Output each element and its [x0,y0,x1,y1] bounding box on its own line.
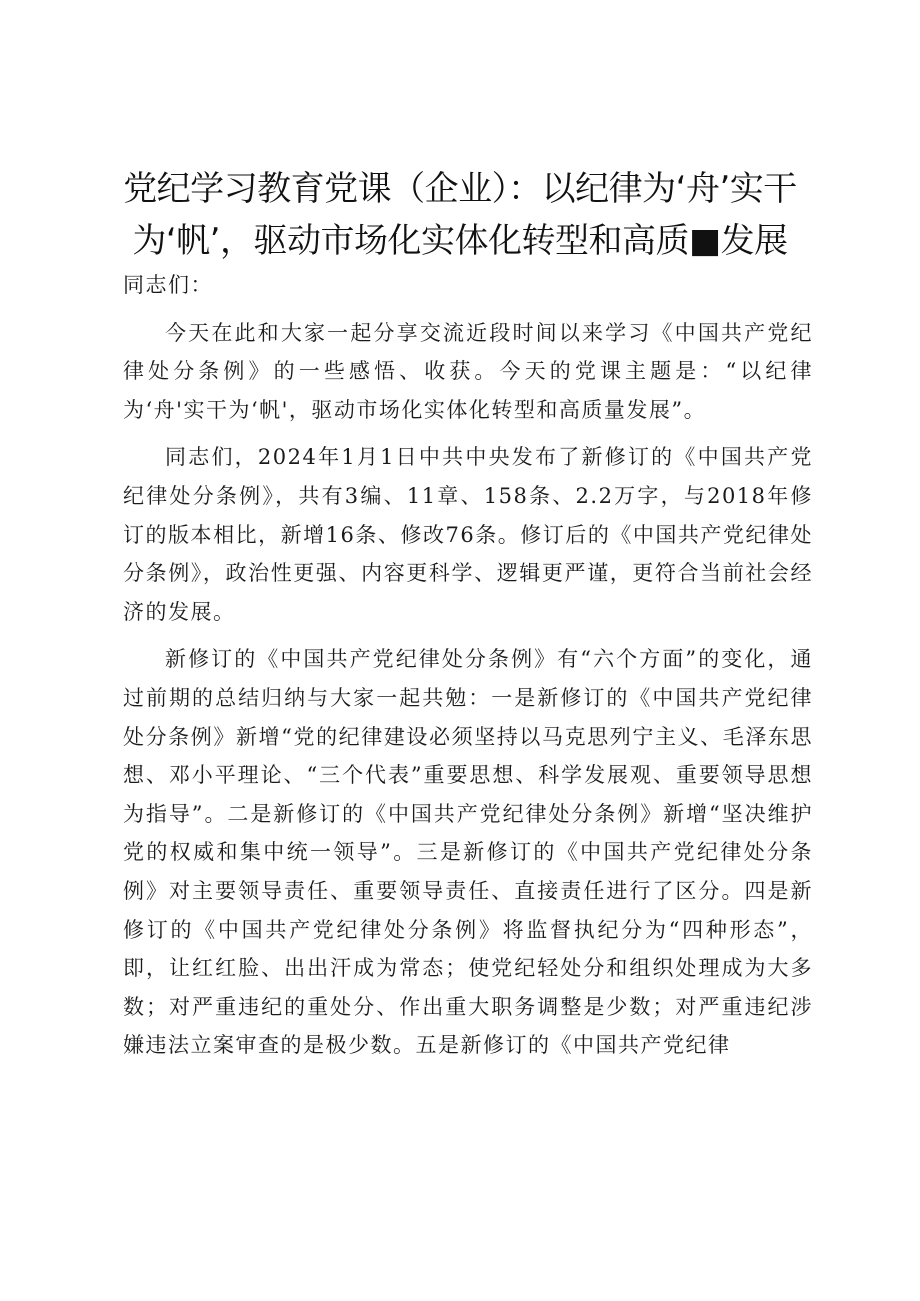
salutation: 同志们： [123,273,213,297]
paragraph-intro: 今天在此和大家一起分享交流近段时间以来学习《中国共产党纪律处分条例》的一些感悟、收获。今天的党课主题是：“以纪律为‘舟'实干为‘帆'，驱动市场化实体化转型和高质量发展”。 [123,320,813,422]
document-title: 党纪学习教育党课（企业）：以纪律为‘舟’实干为‘帆’，驱动市场化实体化转型和高质■发展 [123,169,797,261]
paragraph-revision-overview: 同志们，2024年1月1日中共中央发布了新修订的《中国共产党纪律处分条例》，共有3编、11章、158条、2.2万字，与2018年修订的版本相比，新增16条、修改76条。修订后的《中国共产党纪律处分条例》，政治性更强、内容更科学、逻辑更严谨，更符合当前社会经济的发展。 [123,445,813,624]
paragraph-six-changes: 新修订的《中国共产党纪律处分条例》有“六个方面”的变化，通过前期的总结归纳与大家一起共勉：一是新修订的《中国共产党纪律处分条例》新增“党的纪律建设必须坚持以马克思列宁主义、毛泽东思想、邓小平理论、“三个代表”重要思想、科学发展观、重要领导思想为指导”。二是新修订的《中国共产党纪律处分条例》新增“坚决维护党的权威和集中统一领导”。三是新修订的《中国共产党纪律处分条例》对主要领导责任、重要领导责任、直接责任进行了区分。四是新修订的《中国共产党纪律处分条例》将监督执纪分为“四种形态”，即，让红红脸、出出汗成为常态；使党纪轻处分和组织处理成为大多数；对严重违纪的重处分、作出重大职务调整是少数；对严重违纪涉嫌违法立案审查的是极少数。五是新修订的《中国共产党纪律 [123,647,813,1058]
document-body [123,266,813,1065]
